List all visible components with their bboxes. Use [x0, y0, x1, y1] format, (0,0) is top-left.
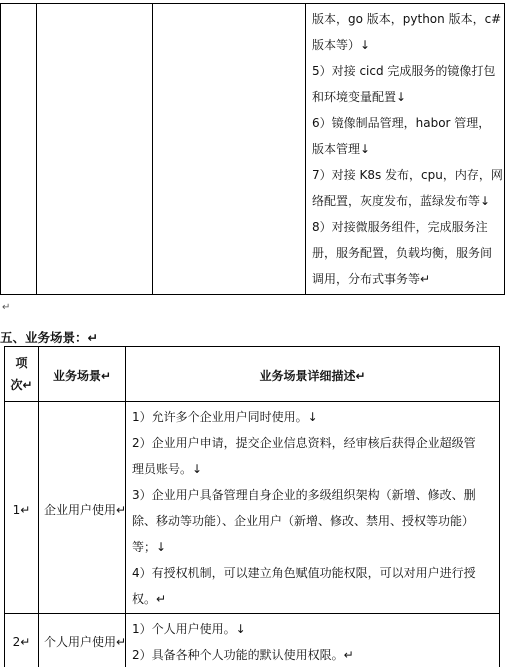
- top-table-border-bottom: [0, 294, 505, 295]
- top-table-border-top: [0, 3, 505, 4]
- scenario-table-row-divider: [4, 613, 500, 614]
- row-1-index: 1↵: [12, 503, 31, 517]
- top-line-2: 版本等）↓: [312, 38, 371, 52]
- header-index-line1: 项: [15, 356, 28, 370]
- row-1-detail-line: 3）企业用户具备管理自身企业的多级组织架构（新增、修改、删: [132, 488, 476, 502]
- row-1-detail-line: 1）允许多个企业用户同时使用。↓: [132, 410, 318, 424]
- scenario-table-col-divider-1: [38, 346, 39, 667]
- row-1-scenario: 企业用户使用↵: [44, 503, 127, 517]
- row-1-detail: [132, 404, 498, 612]
- scenario-table-border-right: [499, 346, 500, 667]
- row-1-detail-line: 4）有授权机制，可以建立角色赋值功能权限，可以对用户进行授: [132, 566, 476, 580]
- header-scenario: 业务场景↵: [52, 369, 112, 383]
- header-detail: 业务场景详细描述↵: [259, 369, 366, 383]
- scenario-table-border-top: [4, 346, 500, 347]
- row-2-detail-line: 2）具备各种个人功能的默认使用权限。↵: [132, 648, 354, 662]
- top-line-5: 6）镜像制品管理，habor 管理，: [312, 116, 491, 130]
- header-index-line2: 次↵: [10, 378, 33, 392]
- row-1-detail-line: 2）企业用户申请，提交企业信息资料，经审核后获得企业超级管: [132, 436, 476, 450]
- row-1-detail-line: 除、移动等功能）、企业用户（新增、修改、禁用、授权等功能）: [132, 514, 475, 528]
- top-line-4: 和环境变量配置↓: [312, 90, 407, 104]
- top-line-9: 8）对接微服务组件，完成服务注: [312, 220, 488, 234]
- section-heading: 五、业务场景：↵: [0, 330, 98, 345]
- row-1-detail-line: 权。↵: [132, 592, 167, 606]
- top-table-col-divider-1: [36, 3, 37, 295]
- row-1-detail-line: 等；↓: [132, 540, 167, 554]
- row-2-scenario: 个人用户使用↵: [44, 635, 127, 649]
- paragraph-mark: ↵: [2, 302, 11, 313]
- scenario-table-header-divider: [4, 401, 500, 402]
- top-table-border-right: [504, 3, 505, 295]
- top-line-8: 络配置，灰度发布，蓝绿发布等↓: [312, 194, 491, 208]
- top-table-border-left: [0, 3, 1, 295]
- row-2-detail-line: 1）个人用户使用。↓: [132, 622, 246, 636]
- top-table-col-divider-2: [152, 3, 153, 295]
- row-2-detail: [132, 616, 498, 668]
- header-index: [5, 352, 38, 396]
- top-line-10: 册，服务配置，负载均衡，服务间: [312, 246, 493, 260]
- top-line-1: 版本，go 版本，python 版本，c#: [312, 12, 502, 26]
- top-table-description-cell: [312, 6, 504, 292]
- top-line-6: 版本管理↓: [312, 142, 371, 156]
- top-line-7: 7）对接 K8s 发布，cpu，内存，网: [312, 168, 503, 182]
- row-1-detail-line: 理员账号。↓: [132, 462, 203, 476]
- top-line-3: 5）对接 cicd 完成服务的镜像打包: [312, 64, 496, 78]
- top-table-col-divider-3: [305, 3, 306, 295]
- row-2-index: 2↵: [12, 635, 31, 649]
- top-line-11: 调用，分布式事务等↵: [312, 272, 431, 286]
